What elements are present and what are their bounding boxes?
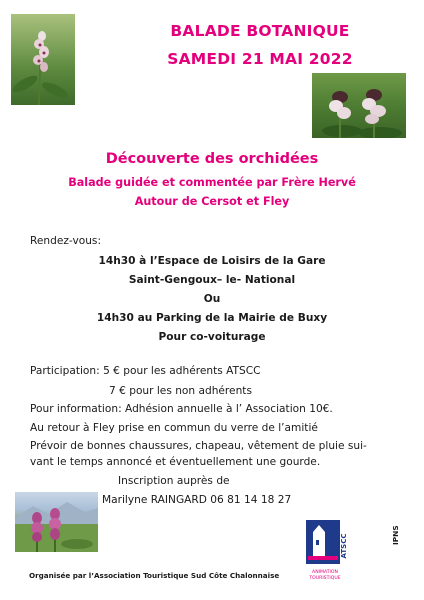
logo-text: ATSCC (340, 533, 348, 559)
advice-line-2: vant le temps annoncé et éventuellement une gourde. (30, 456, 321, 468)
discovery-heading: Découverte des orchidées (105, 151, 319, 167)
rendezvous-label: Rendez-vous: (30, 235, 102, 247)
rendezvous-place-2: 14h30 au Parking de la Mairie de Buxy (96, 312, 328, 324)
contact-phone: Marilyne RAINGARD 06 81 14 18 27 (102, 494, 292, 506)
rendezvous-or: Ou (203, 293, 221, 305)
rendezvous-town-1: Saint-Gengoux– le- National (128, 274, 296, 286)
logo-caption-1: ANIMATION (312, 570, 338, 575)
membership-info: Pour information: Adhésion annuelle à l’ Association 10€. (30, 403, 333, 415)
advice-line-1: Prévoir de bonnes chaussures, chapeau, vêtement de pluie sui- (30, 440, 367, 452)
rendezvous-carpool: Pour co-voiturage (158, 331, 266, 343)
guide-line: Balade guidée et commentée par Frère Hervé (68, 176, 356, 189)
orchid-photo-top-left (11, 14, 75, 105)
event-date: SAMEDI 21 MAI 2022 (167, 50, 353, 68)
organizer-line: Organisée par l’Association Touristique Sud Côte Chalonnaise (29, 571, 280, 580)
return-drink: Au retour à Fley prise en commun du verre de l’amitié (30, 422, 318, 434)
area-line: Autour de Cersot et Fley (134, 195, 290, 208)
participation-members: Participation: 5 € pour les adhérents ATSCC (30, 365, 261, 377)
orchid-photo-bottom-left (15, 492, 98, 552)
rendezvous-place-1: 14h30 à l’Espace de Loisirs de la Gare (98, 255, 326, 267)
orchid-photo-right (312, 73, 406, 138)
logo-caption-2: TOURISTIQUE (309, 576, 341, 581)
participation-non-members: 7 € pour les non adhérents (109, 385, 252, 397)
inscription-label: Inscription auprès de (118, 475, 230, 487)
event-title: BALADE BOTANIQUE (170, 22, 350, 40)
atscc-logo (298, 518, 354, 588)
ipns-label: IPNS (391, 525, 400, 545)
